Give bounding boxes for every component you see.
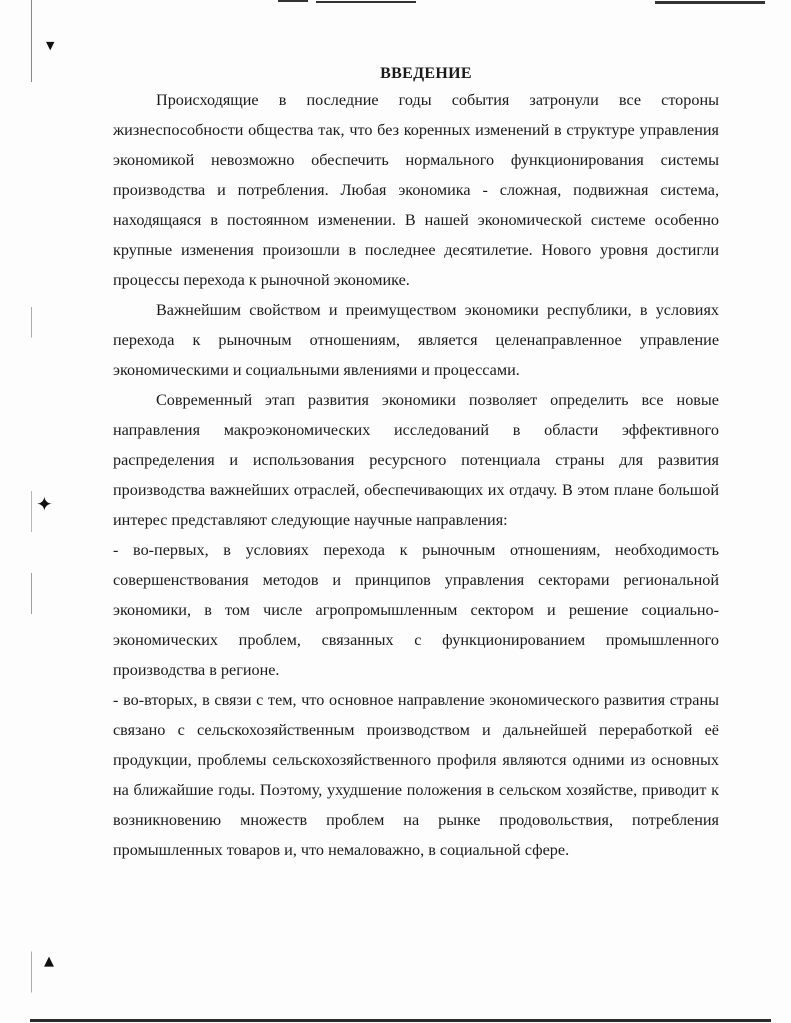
paragraph-1: Происходящие в последние годы события затронули все стороны жизнеспособности общества так, что без коренных изменений в структуре управления экономикой невозможно обеспечить нормального функционирования системы производства и потребления. Любая экономика - сложная, подвижная система, находящаяся в постоянном изменении. В нашей экономической системе особенно крупные изменения произошли в последнее десятилетие. Нового уровня достигли процессы перехода к рыночной экономике. [113, 91, 719, 289]
list-item-second: - во-вторых, в связи с тем, что основное направление экономического развития страны связано с сельскохозяйственным производством и дальнейшей переработкой её продукции, проблемы сельскохозяйственного профиля являются одними из основных на ближайшие годы. Поэтому, ухудшение положения в сельском хозяйстве, приводит к возникновению множеств проблем на рынке продовольствия, потребления промышленных товаров и, что немаловажно, в социальной сфере. [113, 691, 719, 859]
scan-mark-icon: ▼ [46, 39, 55, 52]
scan-top-line [278, 0, 308, 2]
scan-bottom-line [30, 1019, 771, 1022]
page-title: ВВЕДЕНИЕ [380, 65, 472, 82]
list-item-first: - во-первых, в условиях перехода к рыночным отношениям, необходимость совершенствования методов и принципов управления секторами региональной экономики, в том числе агропромышленным сектором и решение социально-экономических проблем, связанных с функционированием промышленного производства в регионе. [113, 541, 719, 679]
scan-top-line [655, 1, 765, 4]
scan-mark-icon: ▲ [44, 954, 54, 969]
paragraph-3: Современный этап развития экономики позволяет определить все новые направления макроэкономических исследований в области эффективного распределения и использования ресурсного потенциала страны для развития производства важнейших отраслей, обеспечивающих их отдачу. В этом плане большой интерес представляют следующие научные направления: [113, 391, 719, 529]
scan-top-line [316, 1, 416, 3]
document-body [113, 62, 719, 865]
scan-mark-icon: ✦ [36, 492, 53, 516]
paragraph-2: Важнейшим свойством и преимуществом экономики республики, в условиях перехода к рыночным отношениям, является целенаправленное управление экономическими и социальными явлениями и процессами. [113, 301, 719, 379]
scan-edge-left [31, 0, 32, 1023]
